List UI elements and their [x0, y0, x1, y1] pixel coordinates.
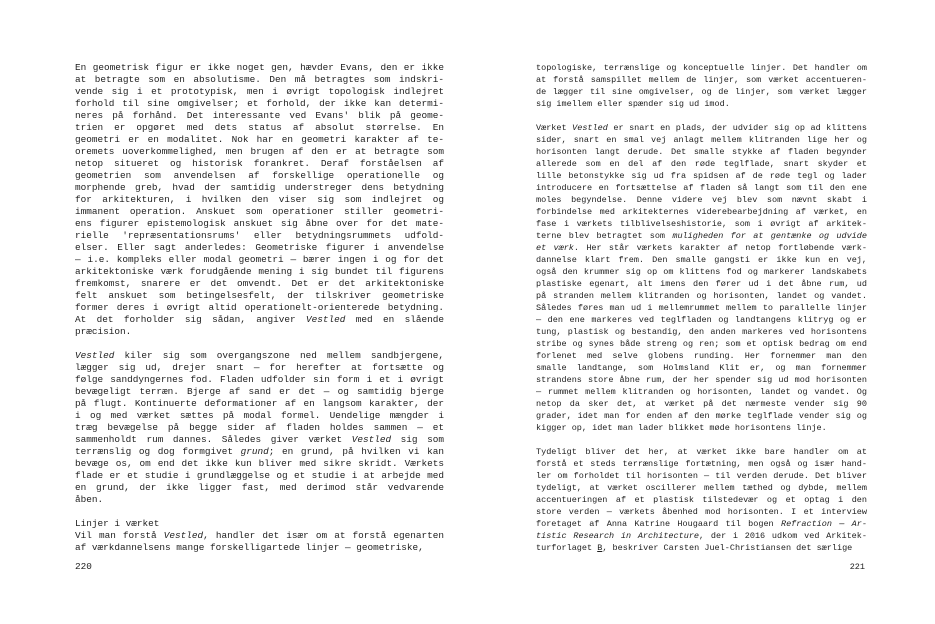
text-line: — rummet mellem klitranden og horisonten, landet og vandet. Og [536, 387, 867, 397]
text-line: At det forholder sig sådan, angiver Vestled med en slående [75, 314, 444, 325]
text-line: en grund, der ikke ligger fast, med derimod står vedvarende [75, 482, 444, 493]
text-line: allerede som en del af den røde teglflade, snart skyder et [536, 159, 867, 169]
text-line: trien er opgøret med dets status af absolut størrelse. En [75, 122, 444, 133]
text-line: fase i værkets tilblivelseshistorie, som i øvrigt af arkitek- [536, 219, 867, 229]
text-line: — den ene markeres ved teglfladen og landtangens klitryg og er [536, 315, 867, 325]
section-linjer-i-vaerket [75, 518, 444, 554]
section-heading: Linjer i værket [75, 518, 160, 529]
text-line: topologiske, terrænslige og konceptuelle linjer. Det handler om [536, 63, 867, 73]
text-line: træg bevægelse på begge sider af fladen holdes sammen — et [75, 422, 444, 433]
text-line: et værk. Her står værkets karakter af netop fortløbende værk- [536, 243, 867, 253]
page-221-text-column [536, 62, 867, 554]
text-line: En geometrisk figur er ikke noget gen, hævder Evans, den er ikke [75, 62, 444, 73]
text-line: tydeligt, at værket oscillerer mellem tæthed og dybde, mellem [536, 483, 867, 493]
text-line: sig imellem eller spænder sig ud imod. [536, 99, 730, 109]
paragraph-vestled-kiler [75, 350, 444, 506]
text-line: de lægger til sine omgivelser, og de linjer, som værket lægger [536, 87, 867, 97]
text-line: netop situeret og historisk forankret. Deraf forståelsen af [75, 158, 444, 169]
text-line: sider, snart en smal vej anlagt mellem klitranden lige her og [536, 135, 867, 145]
text-line: følge sanddyngernes fod. Fladen udfolder sin form i et i øvrigt [75, 374, 444, 385]
text-line: grader, idet man for enden af den mørke teglflade vender sig og [536, 411, 867, 421]
text-line: turforlaget B, beskriver Carsten Juel-Christiansen det særlige [536, 543, 853, 553]
text-line: også den krummer sig op om klittens fod og markerer landskabets [536, 267, 867, 277]
text-line: åben. [75, 494, 104, 505]
text-line: stribe og synes både streng og ren; som et optisk bedrag om end [536, 339, 867, 349]
text-line: terne blev betragtet som muligheden for at gentænke og udvide [536, 231, 867, 241]
text-line: præcision. [75, 326, 132, 337]
text-line: dannelse klart frem. Den smalle gangsti er ikke kun en vej, [536, 255, 867, 265]
text-line: morphende greb, hvad der samtidig understreger dens betydning [75, 182, 444, 193]
text-line: accentueringen af et plastisk tilstedevær og et optag i den [536, 495, 867, 505]
text-line: netop da sker det, at værket på det nærmeste vender sig 90 [536, 399, 867, 409]
text-line: at forstå samspillet mellem de linjer, som værket accentueren- [536, 75, 867, 85]
page-220-text-column [75, 62, 444, 554]
text-line: at betragte som en absolutisme. Den må betragtes som indskri- [75, 74, 444, 85]
text-line: felt anskuet som betingelsesfelt, der tilskriver geometriske [75, 290, 444, 301]
paragraph-geometry [75, 62, 444, 338]
text-line: rielle 'repræsentationsrums' eller betydningsrummets udfold- [75, 230, 444, 241]
text-line: former deres i øvrigt altid operationelt-orienterede betydning. [75, 302, 444, 313]
text-line: geometri er en modalitet. Nok har en geometri karakter af te- [75, 134, 444, 145]
text-line: forlenet med selve globens runding. Her fornemmer man den [536, 351, 867, 361]
text-line: kigger op, idet man lader blikket møde horisontens linje. [536, 423, 827, 433]
text-line: på stranden mellem klitranden og horisonten, landet og vandet. [536, 291, 867, 301]
text-line: Tydeligt bliver det her, at værket ikke bare handler om at [536, 447, 867, 457]
text-line: plastiske egenart, alt imens den fører ud i det åbne rum, ud [536, 279, 867, 289]
text-line: strandens store åbne rum, der her spender sig ud mod horisonten [536, 375, 867, 385]
text-line: lægger sig ud, drejer snart — for herefter at fortsætte og [75, 362, 444, 373]
text-line: horisonten langt derude. Det smalle stykke af fladen begynder [536, 147, 867, 157]
text-line: vende sig i et prototypisk, men i øvrigt topologisk indlejret [75, 86, 444, 97]
text-line: bevæge os, om end det ikke kun bliver med sikre skridt. Værkets [75, 458, 444, 469]
text-line: terrænslig og dog formgivet grund; en grund, på hvilken vi kan [75, 446, 444, 457]
text-line: oremets uoverkommelighed, men brugen af den er at betragte som [75, 146, 444, 157]
text-line: forstå et steds terrænslige fortætning, men også og især hand- [536, 459, 867, 469]
text-line: moles begyndelse. Denne videre vej blev som nævnt skabt i [536, 195, 867, 205]
text-line: af værkdannelsens mange forskelligartede linjer — geometriske, [75, 542, 424, 553]
text-line: — i.e. kompleks eller modal geometri — bærer ingen i og for det [75, 254, 444, 265]
text-line: tistic Research in Architecture, der i 2016 udkom ved Arkitek- [536, 531, 867, 541]
text-line: Vil man forstå Vestled, handler det især om at forstå egenarten [75, 530, 444, 541]
text-line: Værket Vestled er snart en plads, der udvider sig op ad klittens [536, 123, 867, 133]
text-line: lille betonstykke sig ud fra spidsen af de røde tegl og lader [536, 171, 867, 181]
paragraph-tydeligt [536, 446, 867, 554]
text-line: geometrien som anvendelsen af forskellige operationelle og [75, 170, 444, 181]
text-line: forbindelse med arkitekternes viderebearbejdning af værket, en [536, 207, 867, 217]
text-line: store verden — værkets åbenhed mod horisonten. I et interview [536, 507, 867, 517]
text-line: i og med værket sættes på modal formel. Uendelige mængder i [75, 410, 444, 421]
text-line: foretaget af Anna Katrine Hougaard til bogen Refraction — Ar- [536, 519, 867, 529]
paragraph-vaerket-vestled [536, 122, 867, 434]
text-line: for arkitekturen, i hvilken den viser sig som indlejret og [75, 194, 444, 205]
text-line: smalle landtange, som Holmsland Klit er, og man fornemmer [536, 363, 867, 373]
text-line: ler om forholdet til horisonten — til verden derude. Det bliver [536, 471, 867, 481]
text-line: arkitektoniske værk forudgående mening i sig bundet til figurens [75, 266, 444, 277]
text-line: fremkomst, snarere er det omvendt. Det er det arkitektoniske [75, 278, 444, 289]
text-line: tung, plastisk og bestandig, den anden markeres ved horisontens [536, 327, 867, 337]
text-line: forhold til sine omgivelser; et forhold, der ikke kan determi- [75, 98, 444, 109]
text-line: flade er et studie i grundlæggelse og et studie i at arbejde med [75, 470, 444, 481]
text-line: ens figurer epistemologisk anskuet sig åbne over for det mate- [75, 218, 444, 229]
text-line: sammenholdt rum dannes. Således giver værket Vestled sig som [75, 434, 444, 445]
text-line: immanent operation. Anskuet som operationer stiller geometri- [75, 206, 444, 217]
text-line: på flugt. Kontinuerte deformationer af en langsom karakter, der [75, 398, 444, 409]
text-line: neres på forhånd. Det interessante ved Evans' blik på geome- [75, 110, 444, 121]
paragraph-linjer-continuation [536, 62, 867, 110]
text-line: Vestled kiler sig som overgangszone ned mellem sandbjergene, [75, 350, 444, 361]
page-number-221: 221 [849, 562, 865, 572]
text-line: elser. Eller sagt anderledes: Geometriske figurer i anvendelse [75, 242, 444, 253]
text-line: bevægeligt terræn. Bjerge af sand er det — og samtidig bjerge [75, 386, 444, 397]
text-line: Således føres man ud i mellemrummet mellem to parallelle linjer [536, 303, 867, 313]
page-number-220: 220 [75, 561, 92, 572]
text-line: introducere en fortsættelse af fladen så langt som til den ene [536, 183, 867, 193]
